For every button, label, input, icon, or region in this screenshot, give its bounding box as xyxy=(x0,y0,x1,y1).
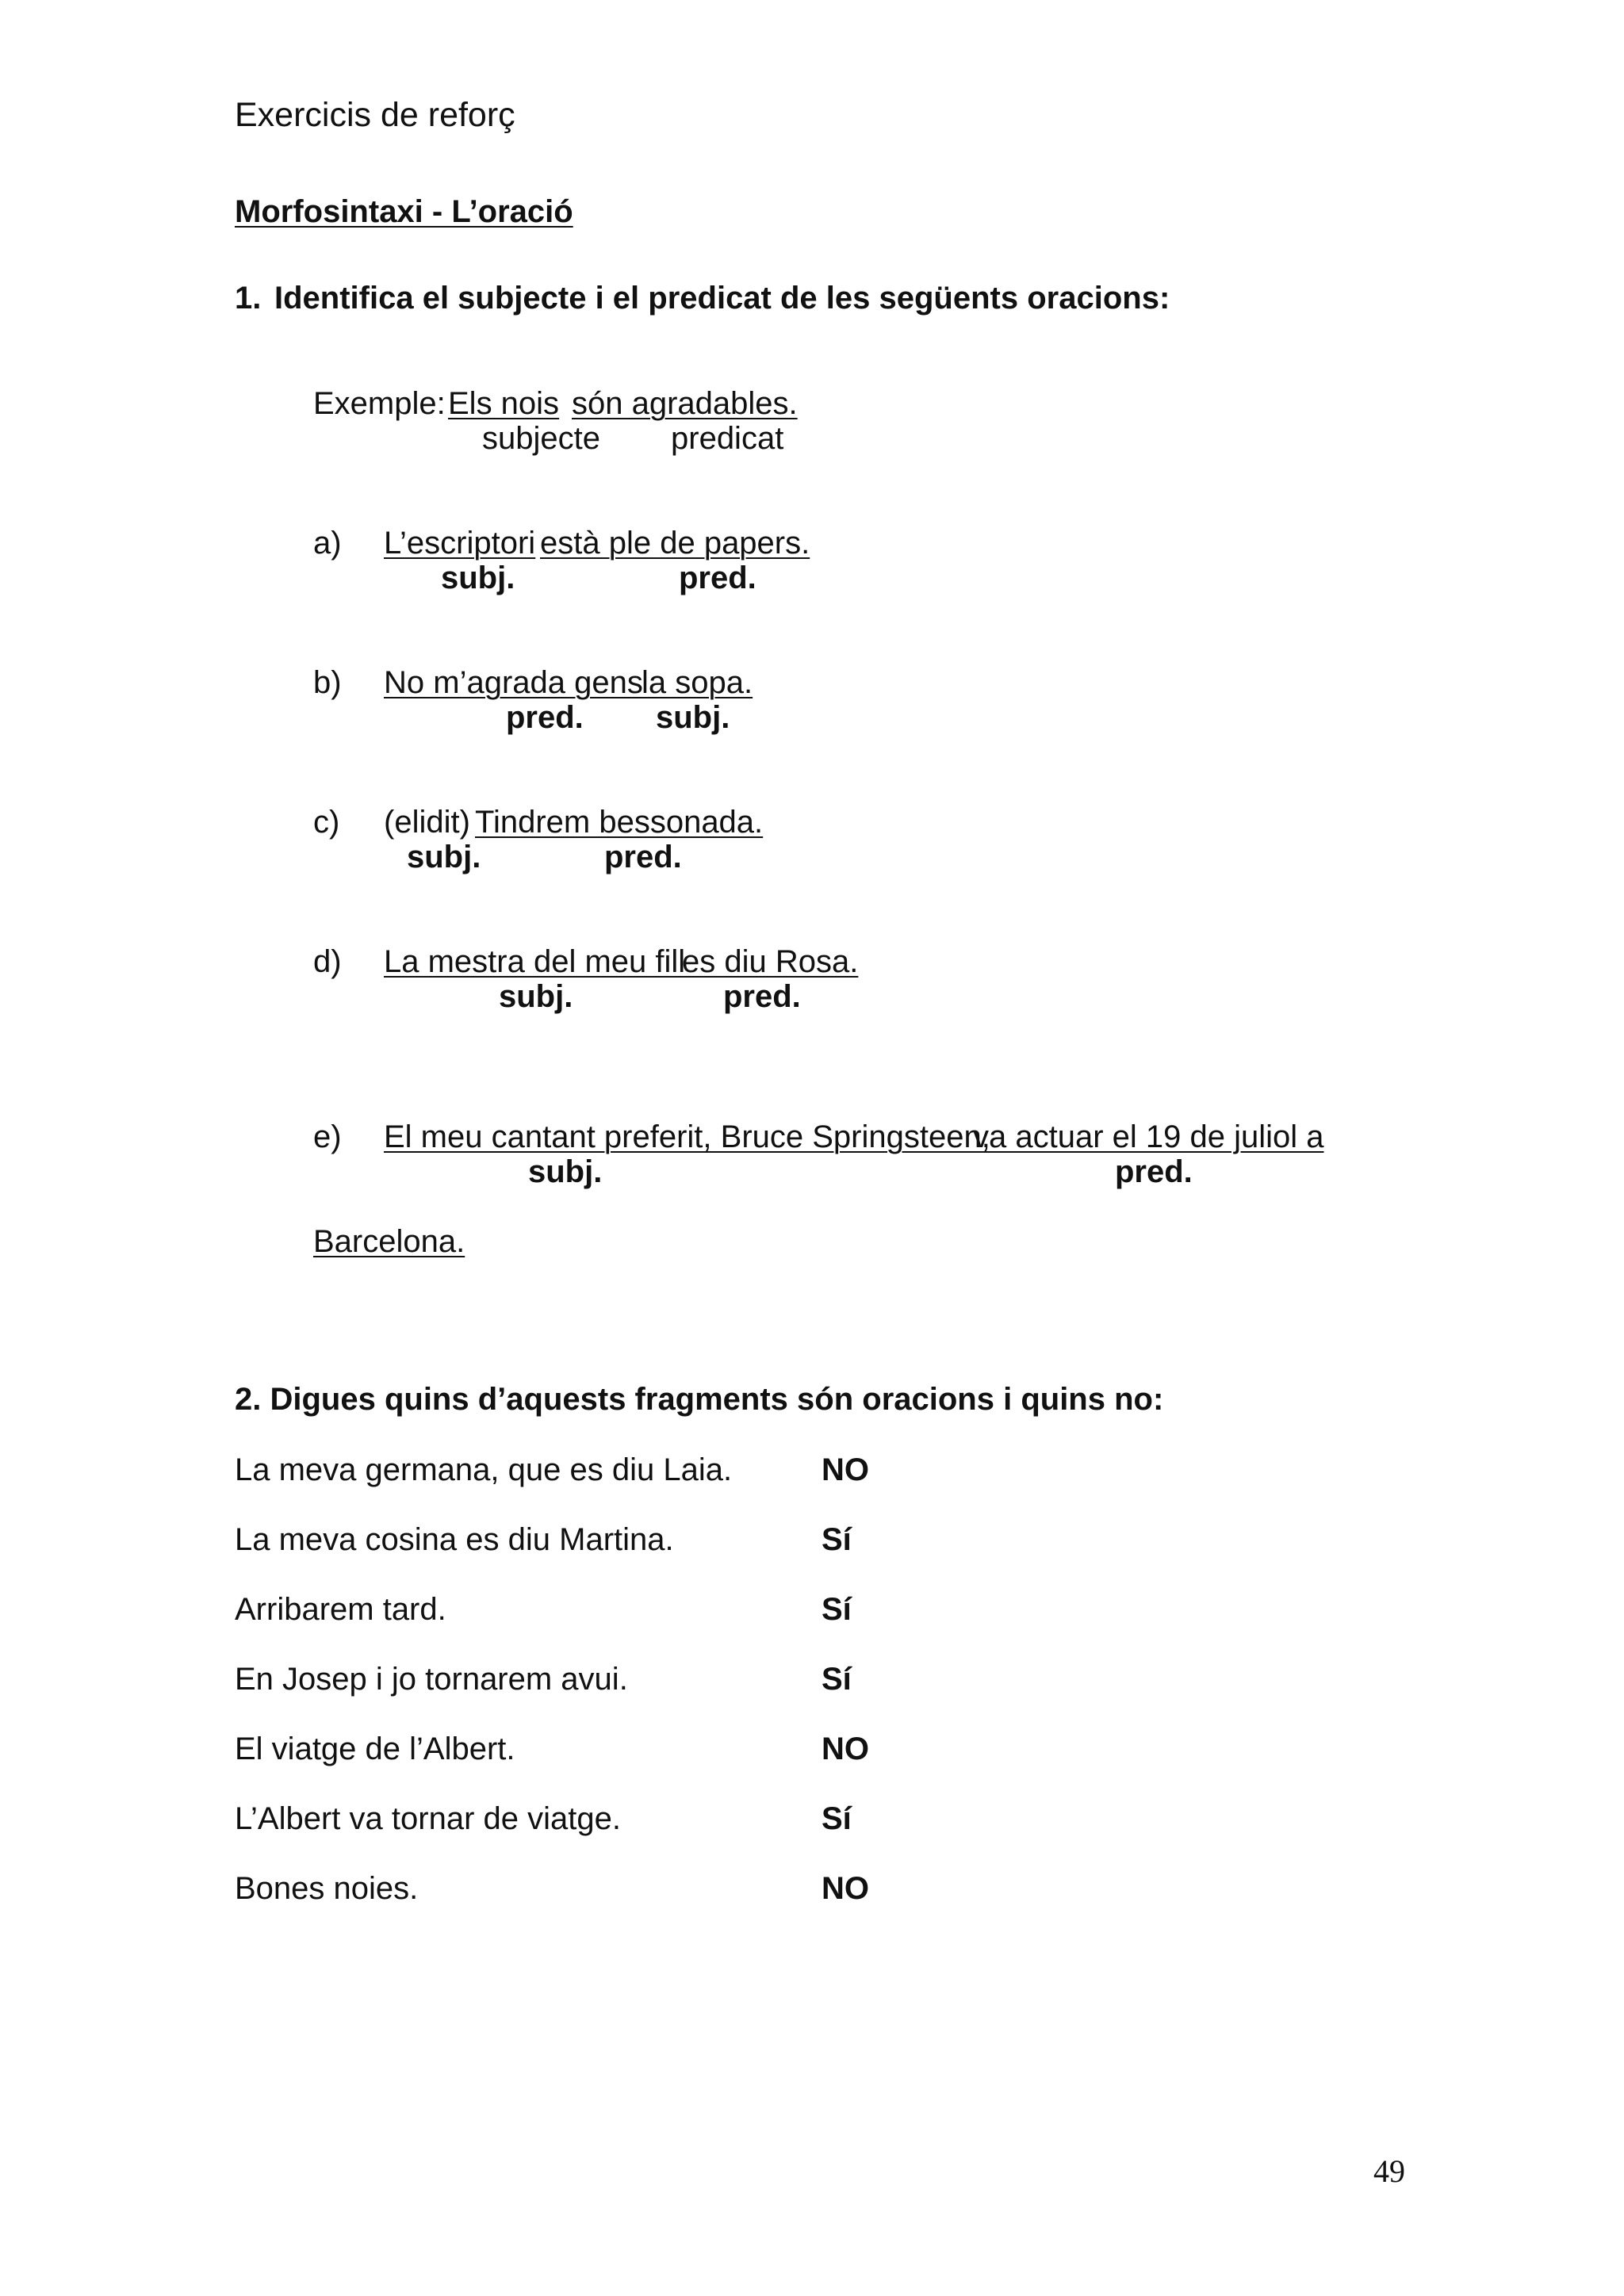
item-d-predicate: es diu Rosa. xyxy=(682,944,859,979)
item-b-letter: b) xyxy=(313,665,342,700)
item-a-tag-subj: subj. xyxy=(441,561,515,595)
fragment-text: Bones noies. xyxy=(235,1871,419,1906)
fragment-text: En Josep i jo tornarem avui. xyxy=(235,1662,628,1697)
item-e-tag-pred: pred. xyxy=(1115,1154,1193,1189)
page-number: 49 xyxy=(1373,2153,1405,2189)
fragment-answer: NO xyxy=(822,1871,869,1906)
exercise1-number: 1. xyxy=(235,281,262,316)
fragment-text: La meva germana, que es diu Laia. xyxy=(235,1452,733,1487)
item-e-letter: e) xyxy=(313,1119,342,1154)
item-c-subject: (elidit) xyxy=(384,805,470,840)
fragment-answer: Sí xyxy=(822,1801,852,1836)
example-predicate-tag: predicat xyxy=(671,421,784,456)
item-d-tag-pred: pred. xyxy=(723,979,801,1014)
item-d-tag-subj: subj. xyxy=(499,979,573,1014)
example-label: Exemple: xyxy=(313,386,446,421)
exercise1-heading: Identifica el subjecte i el predicat de les següents oracions: xyxy=(274,281,1170,316)
item-c-tag-subj: subj. xyxy=(407,840,481,874)
section-title: Morfosintaxi - L’oració xyxy=(235,194,573,229)
fragment-answer: Sí xyxy=(822,1522,852,1557)
item-b-predicate: No m’agrada gens xyxy=(384,665,643,700)
example-subject-tag: subjecte xyxy=(482,421,600,456)
document-header: Exercicis de reforç xyxy=(235,96,515,134)
item-e-subject: El meu cantant preferit, Bruce Springsteen, xyxy=(384,1119,990,1154)
fragment-answer: NO xyxy=(822,1732,869,1766)
exercise2-heading: 2. Digues quins d’aquests fragments són oracions i quins no: xyxy=(235,1382,1164,1417)
item-c-letter: c) xyxy=(313,805,340,840)
item-d-letter: d) xyxy=(313,944,342,979)
item-d-subject: La mestra del meu fill xyxy=(384,944,686,979)
fragment-answer: Sí xyxy=(822,1662,852,1697)
item-b-tag-pred: pred. xyxy=(506,700,584,735)
fragment-text: El viatge de l’Albert. xyxy=(235,1732,515,1766)
example-predicate: són agradables. xyxy=(572,386,798,421)
item-c-predicate: Tindrem bessonada. xyxy=(475,805,764,840)
fragment-answer: Sí xyxy=(822,1592,852,1627)
item-b-subject: la sopa. xyxy=(642,665,753,700)
item-a-subject: L’escriptori xyxy=(384,526,536,561)
item-b-tag-subj: subj. xyxy=(656,700,730,735)
item-e-predicate-continued: Barcelona. xyxy=(313,1224,465,1259)
item-e-predicate: va actuar el 19 de juliol a xyxy=(973,1119,1324,1154)
item-e-tag-subj: subj. xyxy=(528,1154,603,1189)
example-subject: Els nois xyxy=(448,386,560,421)
item-a-predicate: està ple de papers. xyxy=(540,526,810,561)
item-a-tag-pred: pred. xyxy=(679,561,756,595)
fragment-text: Arribarem tard. xyxy=(235,1592,446,1627)
item-a-letter: a) xyxy=(313,526,342,561)
item-c-tag-pred: pred. xyxy=(604,840,682,874)
fragment-text: L’Albert va tornar de viatge. xyxy=(235,1801,621,1836)
fragment-answer: NO xyxy=(822,1452,869,1487)
fragment-text: La meva cosina es diu Martina. xyxy=(235,1522,674,1557)
